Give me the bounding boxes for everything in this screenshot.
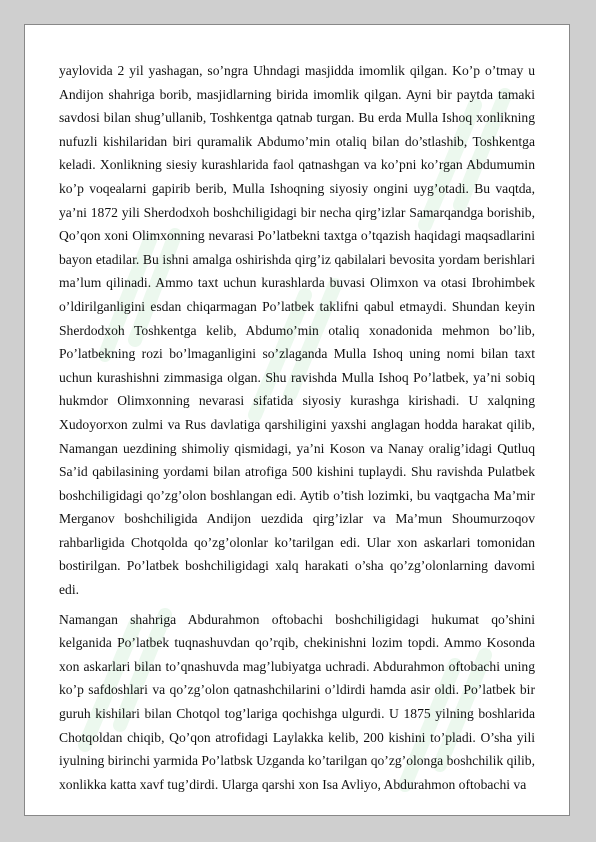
document-body — [59, 59, 535, 802]
paragraph-1: yaylovida 2 yil yashagan, so’ngra Uhndagi masjidda imomlik qilgan. Ko’p o’tmay u Andijon shahriga borib, masjidlarning birida imomlik qilgan. Ayni bir paytda tamaki savdosi bilan shug’ullanib, Toshkentga qatnab turgan. Bu erda Mulla Ishoq xonlikning nufuzli kishilaridan biri quramalik Abdumo’min otaliq bilan do’stlashib, Toshkentga keladi. Xonlikning siesiy kurashlarida faol qatnashgan va ko’pni ko’rgan Abdumumin ko’p voqealarni gapirib berib, Mulla Ishoqning siyosiy ongini uyg’otadi. Bu vaqtda, ya’ni 1872 yili Sherdodxoh boshchiligidagi bir necha qirg’izlar Samarqandga borishib, Qo’qon xoni Olimxonning nevarasi Po’latbekni taxtga o’tqazish haqidagi maqsadlarini bayon etadilar. Bu ishni amalga oshirishda qirg’iz qabilalari bevosita yordam berishlari ma’lum qilinadi. Ammo taxt uchun kurashlarda buvasi Olimxon va otasi Ibrohimbek o’ldirilganligini esdan chiqarmagan Po’latbek taklifni qabul etmaydi. Shundan keyin Sherdodxoh Toshkentga kelib, Abdumo’min otaliq xonadonida mehmon bo’lib, Po’latbekning rozi bo’lmaganligini so’zlaganda Mulla Ishoq uning nomi bilan taxt uchun kurashishni zimmasiga olgan. Shu ravishda Mulla Ishoq Po’latbek, ya’ni sobiq hukmdor Olimxonning nevarasi sifatida siyosiy kurashga kirishadi. U xalqning Xudoyorxon zulmi va Rus davlatiga qarshiligini yaxshi anglagan hodda harakat qilib, Namangan uezdining shimoliy qismidagi, ya’ni Koson va Nanay oralig’idagi Qutluq Sa’id qabilasining yordami bilan atrofiga 500 kishini tuplaydi. Shu ravishda Pulatbek boshchiligidagi qo’zg’olon boshlangan edi. Aytib o’tish lozimki, bu vaqtgacha Ma’mir Merganov boshchiligida Andijon uezdida qirg’izlar va Ma’mun Shoumurzoqov rahbarligida Chotqolda qo’zg’olonlar ko’tarilgan edi. Ular xon askarlari tomonidan bostirilgan. Po’latbek boshchiligidagi xalq harakati o’sha qo’zg’olonlarning davomi edi. — [59, 63, 535, 598]
paragraph-2: Namangan shahriga Abdurahmon oftobachi boshchiligidagi hukumat qo’shini kelganida Po’latbek tuqnashuvdan qo’rqib, chekinishni lozim topdi. Ammo Kosonda xon askarlari bilan to’qnashuvda mag’lubiyatga uchradi. Abdurahmon oftobachi uning ko’p safdoshlari va qo’zg’olon qatnashchilarini o’ldirdi hamda asir oldi. Po’latbek bir guruh kishilari bilan Chotqol tog’lariga qochishga ulgurdi. U 1875 yilning boshlarida Chotqoldan chiqib, Qo’qon atrofidagi Laylakka kelib, 200 kishini to’pladi. O’sha yili iyulning birinchi yarmida Po’latbsk Uzganda ko’tarilgan qo’zg’olonga boshchilik qilib, xonlikka katta xavf tug’dirdi. Ularga qarshi xon Isa Avliyo, Abdurahmon oftobachi va — [59, 611, 535, 792]
document-page — [24, 24, 570, 816]
